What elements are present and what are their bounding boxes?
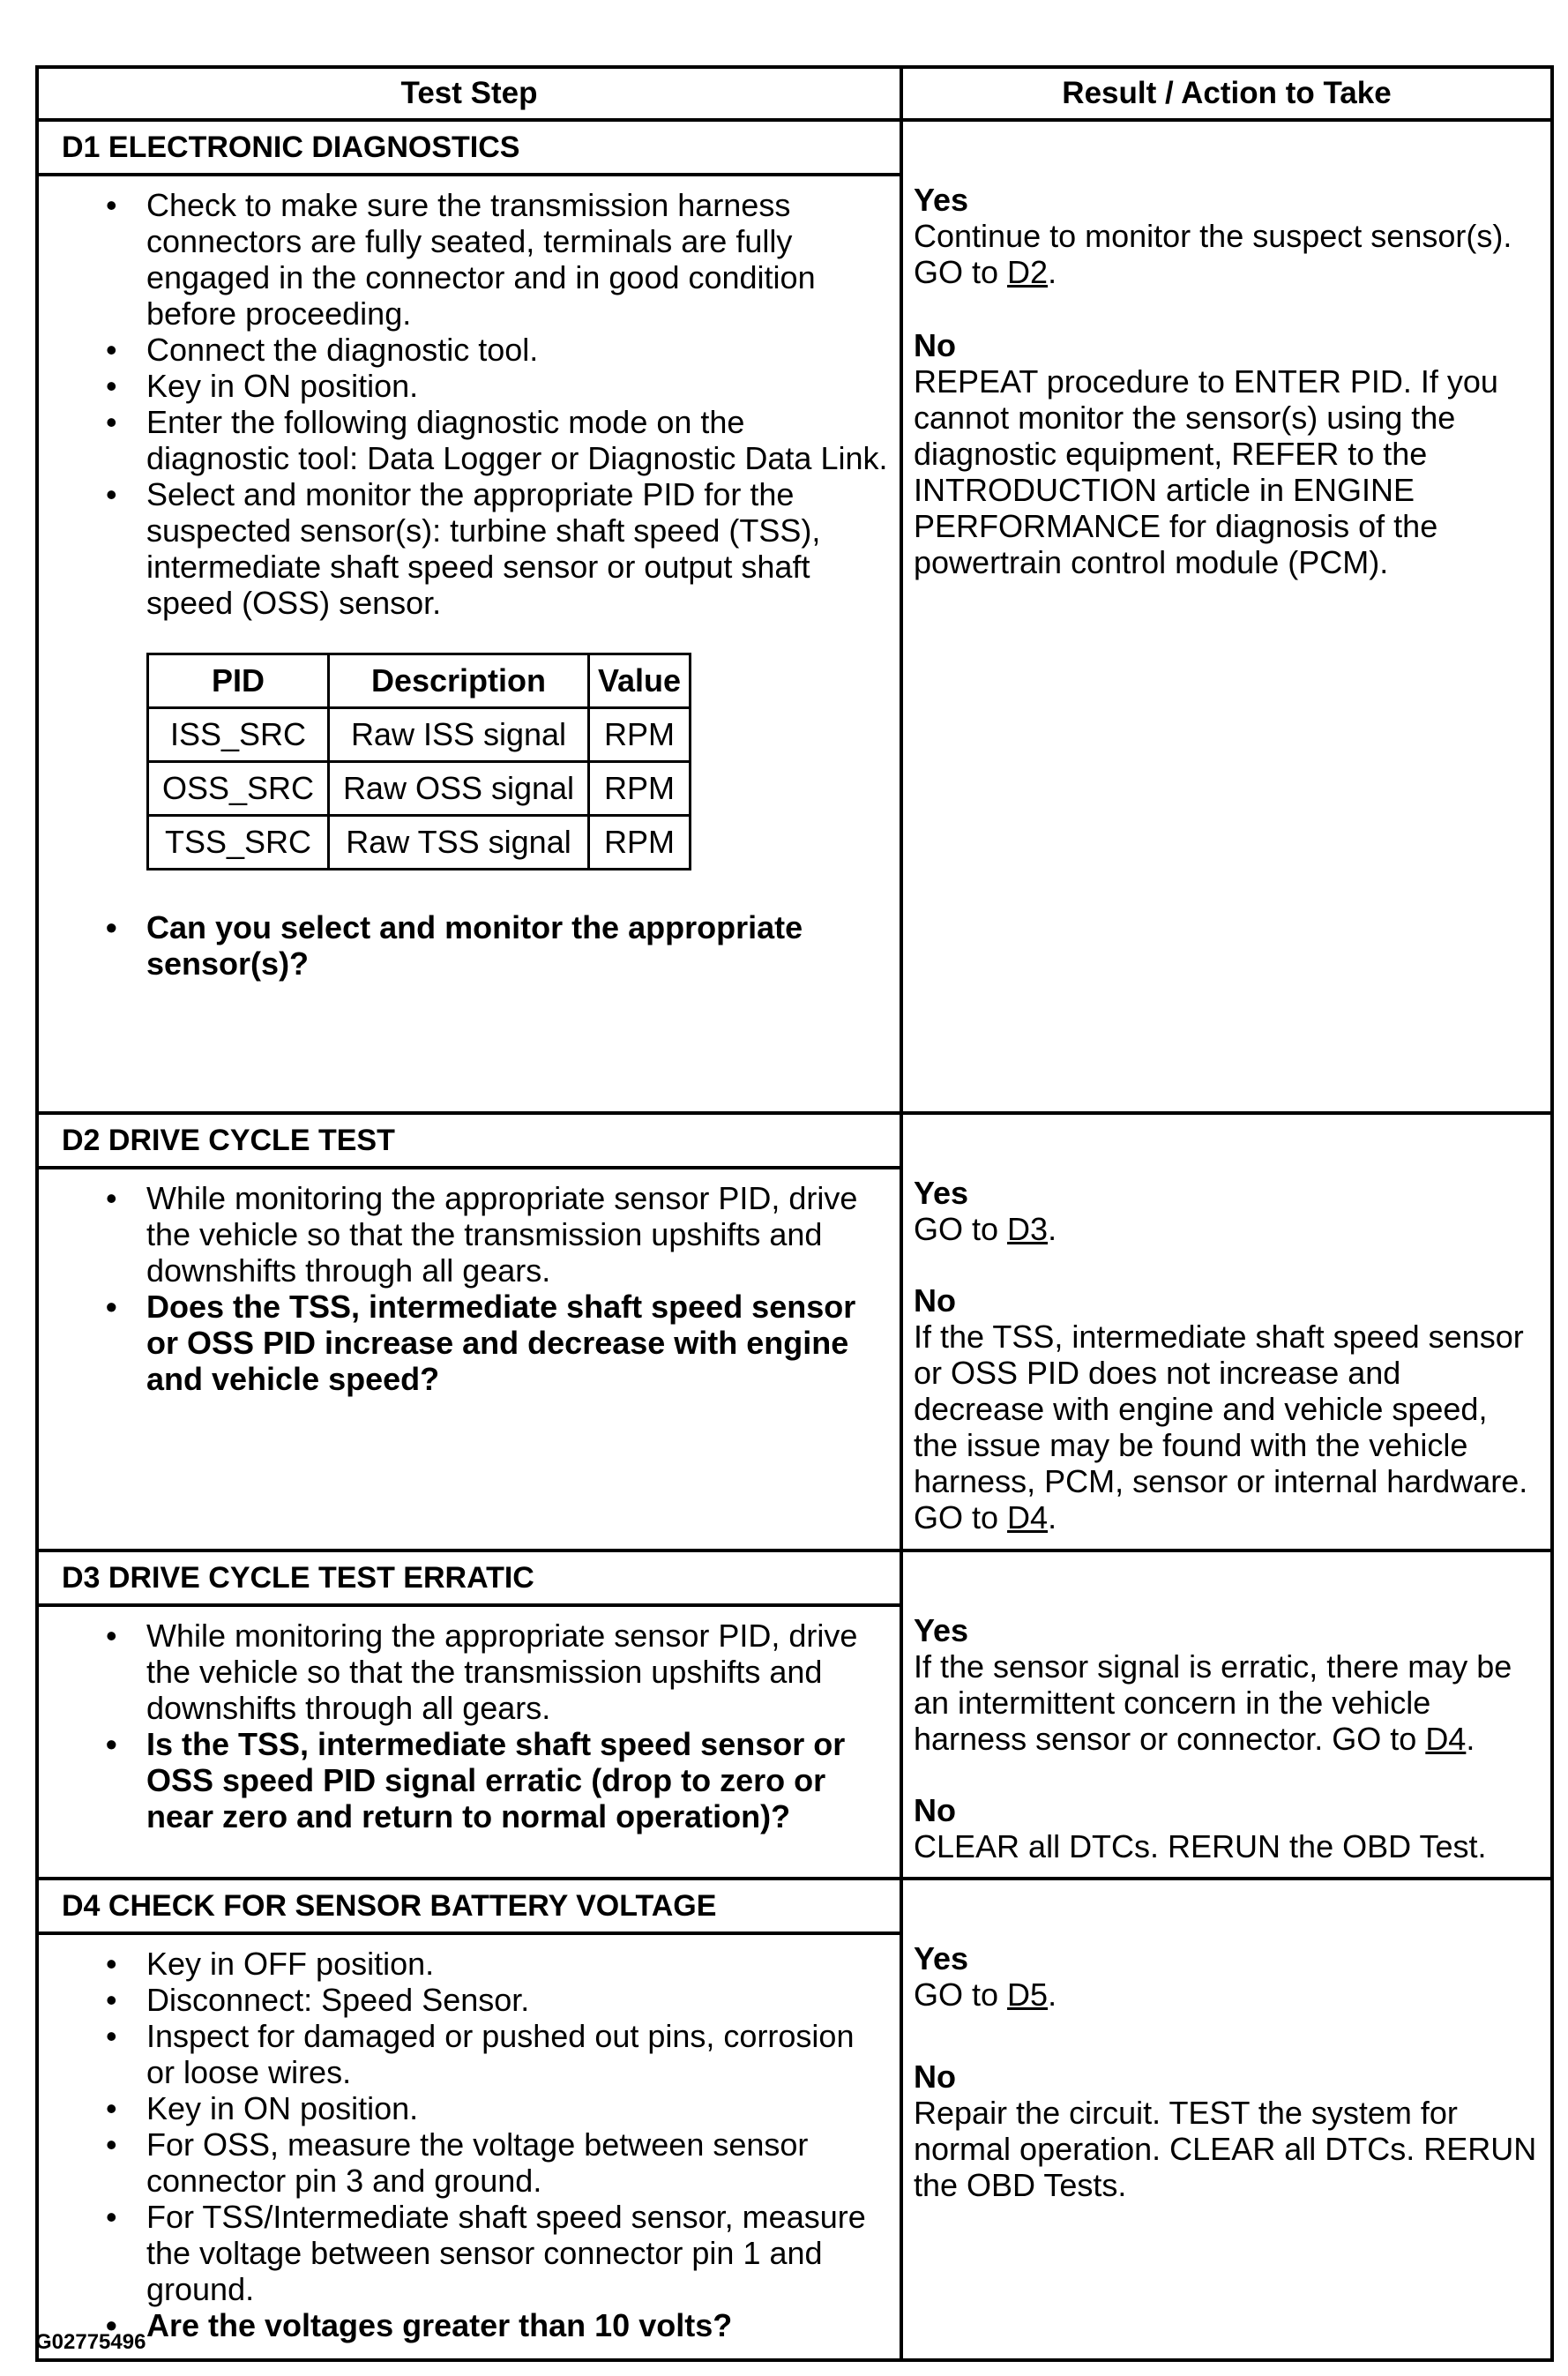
table-header-row [37, 67, 1552, 120]
step-bullets-d3 [39, 1618, 900, 1834]
bullet: • Select and monitor the appropriate PID for the suspected sensor(s): turbine shaft speed (TSS), intermediate shaft speed sensor or output shaft speed (OSS) sensor. [146, 476, 891, 621]
step-bullets-d2 [39, 1180, 900, 1397]
yes-suffix: . [1466, 1721, 1475, 1757]
result-cell-d3 [901, 1550, 1552, 1879]
bullet: • Key in OFF position. [146, 1946, 891, 1982]
no-suffix: . [1048, 1499, 1057, 1535]
pid-table-header [148, 654, 691, 708]
bullet: • Inspect for damaged or pushed out pins, corrosion or loose wires. [146, 2018, 891, 2090]
value-cell: RPM [589, 708, 691, 762]
no-text: If the TSS, intermediate shaft speed sensor or OSS PID does not increase and decrease with engine and vehicle speed, the issue may be found with the vehicle harness, PCM, sensor or internal hardware. GO to [914, 1319, 1528, 1535]
bullet: • While monitoring the appropriate sensor PID, drive the vehicle so that the transmission upshifts and downshifts through all gears. [146, 1180, 891, 1289]
no-text: REPEAT procedure to ENTER PID. If you cannot monitor the sensor(s) using the diagnostic equipment, REFER to the INTRODUCTION article in ENGINE PERFORMANCE for diagnosis of the powertrain control module (PCM). [914, 363, 1498, 580]
test-step-header: Test Step [37, 67, 901, 120]
result-cell-d4 [901, 1879, 1552, 2360]
bullet: • Check to make sure the transmission harness connectors are fully seated, terminals are fully engaged in the connector and in good condition before proceeding. [146, 187, 891, 332]
description-cell: Raw TSS signal [329, 816, 589, 870]
yes-suffix: . [1048, 1211, 1057, 1247]
figure-id: G02775496 [35, 2330, 146, 2354]
table-row [148, 816, 691, 870]
step-title-d1: D1 ELECTRONIC DIAGNOSTICS [39, 122, 900, 176]
step-cell-d1 [37, 120, 901, 1113]
diagnostic-document [35, 65, 1550, 2362]
goto-link-d2[interactable]: D2 [1007, 254, 1049, 290]
description-cell: Raw OSS signal [329, 762, 589, 816]
no-text: CLEAR all DTCs. RERUN the OBD Test. [914, 1828, 1487, 1864]
yes-text: GO to [914, 1976, 999, 2013]
bullet: • Key in ON position. [146, 2090, 891, 2126]
step-question-d4: • Are the voltages greater than 10 volts? [146, 2307, 891, 2343]
step-title-d2: D2 DRIVE CYCLE TEST [39, 1115, 900, 1169]
step-question-list-d1 [39, 909, 900, 982]
pid-header-value: Value [589, 654, 691, 708]
yes-text: Continue to monitor the suspect sensor(s). GO to [914, 218, 1512, 290]
bullet: • Enter the following diagnostic mode on the diagnostic tool: Data Logger or Diagnostic Data Link. [146, 404, 891, 476]
value-cell: RPM [589, 762, 691, 816]
step-bullets-d1 [39, 187, 900, 621]
yes-label: Yes [914, 1175, 969, 1211]
yes-text: If the sensor signal is erratic, there may be an intermittent concern in the vehicle harness sensor or connector. GO to [914, 1648, 1512, 1757]
step-row-d1 [37, 120, 1552, 1113]
value-cell: RPM [589, 816, 691, 870]
yes-suffix: . [1048, 1976, 1057, 2013]
no-text: Repair the circuit. TEST the system for normal operation. CLEAR all DTCs. RERUN the OBD Tests. [914, 2095, 1537, 2203]
yes-label: Yes [914, 182, 969, 218]
goto-link-d5[interactable]: D5 [1007, 1976, 1049, 2013]
pid-header-description: Description [329, 654, 589, 708]
step-row-d4 [37, 1879, 1552, 2360]
step-bullets-d4 [39, 1946, 900, 2343]
pid-header-pid: PID [148, 654, 329, 708]
step-question-d1: • Can you select and monitor the appropriate sensor(s)? [146, 909, 891, 982]
description-cell: Raw ISS signal [329, 708, 589, 762]
goto-link-d4[interactable]: D4 [1425, 1721, 1467, 1757]
no-label: No [914, 327, 956, 363]
yes-label: Yes [914, 1612, 969, 1648]
yes-text: GO to [914, 1211, 999, 1247]
test-step-table [35, 65, 1554, 2362]
result-action-header: Result / Action to Take [901, 67, 1552, 120]
step-cell-d3 [37, 1550, 901, 1879]
step-cell-d4 [37, 1879, 901, 2360]
table-row [148, 762, 691, 816]
goto-link-d4[interactable]: D4 [1007, 1499, 1049, 1535]
no-label: No [914, 2058, 956, 2095]
bullet: • For OSS, measure the voltage between sensor connector pin 3 and ground. [146, 2126, 891, 2199]
bullet: • For TSS/Intermediate shaft speed sensor, measure the voltage between sensor connector pin 1 and ground. [146, 2199, 891, 2307]
result-cell-d2 [901, 1113, 1552, 1550]
pid-cell: TSS_SRC [148, 816, 329, 870]
yes-label: Yes [914, 1940, 969, 1976]
goto-link-d3[interactable]: D3 [1007, 1211, 1049, 1247]
no-label: No [914, 1792, 956, 1828]
pid-cell: ISS_SRC [148, 708, 329, 762]
result-cell-d1 [901, 120, 1552, 1113]
step-question-d3: • Is the TSS, intermediate shaft speed sensor or OSS speed PID signal erratic (drop to zero or near zero and return to normal operation)? [146, 1726, 891, 1834]
step-question-d2: • Does the TSS, intermediate shaft speed sensor or OSS PID increase and decrease with engine and vehicle speed? [146, 1289, 891, 1397]
bullet: • While monitoring the appropriate sensor PID, drive the vehicle so that the transmission upshifts and downshifts through all gears. [146, 1618, 891, 1726]
bullet: • Disconnect: Speed Sensor. [146, 1982, 891, 2018]
bullet: • Key in ON position. [146, 368, 891, 404]
yes-suffix: . [1048, 254, 1057, 290]
bullet: • Connect the diagnostic tool. [146, 332, 891, 368]
step-row-d3 [37, 1550, 1552, 1879]
table-row [148, 708, 691, 762]
no-label: No [914, 1282, 956, 1319]
step-cell-d2 [37, 1113, 901, 1550]
step-title-d4: D4 CHECK FOR SENSOR BATTERY VOLTAGE [39, 1880, 900, 1935]
pid-table [146, 653, 691, 870]
pid-cell: OSS_SRC [148, 762, 329, 816]
step-title-d3: D3 DRIVE CYCLE TEST ERRATIC [39, 1552, 900, 1607]
step-row-d2 [37, 1113, 1552, 1550]
